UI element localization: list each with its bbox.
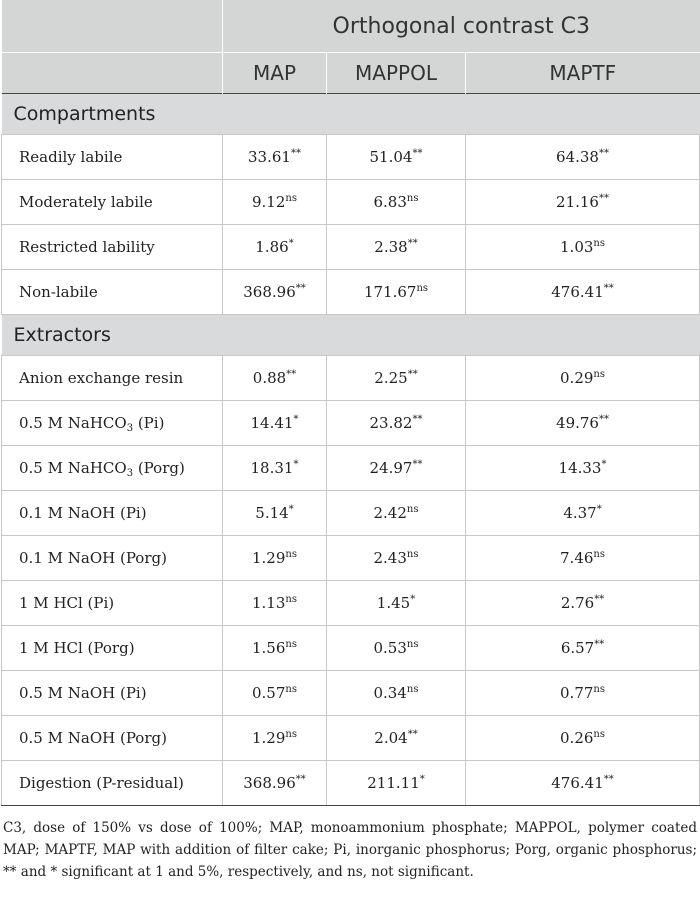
row-label: Moderately labile [2,180,223,225]
value-cell [466,716,700,761]
value-number: 14.41 [250,414,294,432]
significance-mark: * [288,238,294,249]
section-row [2,94,700,135]
value-number: 1.29 [252,729,286,747]
section-title: Extractors [2,315,700,356]
table-body [2,94,700,806]
value-number: 368.96 [243,774,296,792]
value-cell [466,581,700,626]
significance-mark: ns [593,729,605,740]
value-number: 5.14 [255,504,289,522]
value-cell [466,626,700,671]
value-number: 2.42 [373,504,407,522]
value-cell [327,671,466,716]
significance-mark: ns [593,369,605,380]
significance-mark: ** [295,283,306,294]
significance-mark: ** [412,148,423,159]
row-label: 0.5 M NaOH (Pi) [2,671,223,716]
column-header-mappol: MAPPOL [327,53,466,94]
table-row [2,716,700,761]
row-label: 1 M HCl (Pi) [2,581,223,626]
value-number: 1.13 [252,594,286,612]
value-cell [223,581,327,626]
value-cell [466,536,700,581]
value-number: 1.56 [252,639,286,657]
value-number: 18.31 [250,459,294,477]
table-row [2,446,700,491]
row-label: Digestion (P-residual) [2,761,223,806]
significance-mark: ** [407,729,418,740]
table-header [2,0,700,94]
value-cell [223,135,327,180]
row-label-suffix: (Pi) [133,414,165,432]
significance-mark: ** [594,594,605,605]
value-number: 171.67 [363,283,417,301]
value-cell [466,180,700,225]
value-number: 21.16 [556,193,599,211]
value-number: 0.26 [560,729,594,747]
value-cell [327,401,466,446]
data-table [1,0,700,806]
table-row [2,270,700,315]
table-row [2,626,700,671]
value-number: 2.76 [560,594,595,612]
significance-mark: ** [598,148,609,159]
value-cell [327,270,466,315]
table-footnote: C3, dose of 150% vs dose of 100%; MAP, monoammonium phosphate; MAPPOL, polymer coated MAP; MAPTF, MAP with addition of filter cake; Pi, inorganic phosphorus; Porg, organic phosphorus; ** and * significant at 1 and 5%, respectively, and ns, not significant. [3,820,697,880]
table-row [2,491,700,536]
significance-mark: ** [603,774,614,785]
value-number: 51.04 [369,148,413,166]
significance-mark: ns [593,238,605,249]
value-cell [327,356,466,401]
value-number: 2.25 [374,369,408,387]
value-number: 1.86 [255,238,289,256]
value-number: 0.77 [560,684,594,702]
row-label [2,446,223,491]
table-row [2,356,700,401]
value-number: 64.38 [556,148,599,166]
value-number: 2.43 [373,549,407,567]
value-cell [466,270,700,315]
section-row [2,315,700,356]
significance-mark: ** [598,414,609,425]
significance-mark: ** [598,193,609,204]
row-label: 0.1 M NaOH (Pi) [2,491,223,536]
value-number: 0.53 [373,639,407,657]
significance-mark: ns [406,684,419,695]
significance-mark: ns [285,639,297,650]
row-label: Anion exchange resin [2,356,223,401]
value-cell [327,180,466,225]
value-cell [223,716,327,761]
value-number: 6.57 [560,639,595,657]
value-cell [466,761,700,806]
value-number: 14.33 [558,459,602,477]
significance-mark: ns [416,283,429,294]
row-label: 1 M HCl (Porg) [2,626,223,671]
value-cell [327,581,466,626]
row-label-text: 0.5 M NaHCO [19,459,127,477]
significance-mark: ** [412,414,423,425]
significance-mark: ns [285,549,297,560]
significance-mark: * [293,414,299,425]
significance-mark: ns [285,684,297,695]
value-cell [223,491,327,536]
table-row [2,581,700,626]
significance-mark: ns [593,549,605,560]
value-number: 49.76 [556,414,599,432]
value-number: 2.38 [374,238,408,256]
significance-mark: ** [290,148,301,159]
significance-mark: * [293,459,299,470]
row-label-suffix: (Porg) [133,459,185,477]
value-cell [327,761,466,806]
value-cell [223,536,327,581]
value-cell [466,491,700,536]
value-cell [327,716,466,761]
value-cell [466,401,700,446]
row-label [2,401,223,446]
significance-mark: ns [285,594,297,605]
significance-mark: ns [285,193,297,204]
table-row [2,536,700,581]
table-row [2,761,700,806]
value-number: 0.57 [252,684,286,702]
table-row [2,225,700,270]
value-cell [466,671,700,716]
header-corner-sub [2,53,223,94]
group-title: Orthogonal contrast C3 [223,0,700,53]
value-number: 23.82 [369,414,413,432]
value-cell [223,180,327,225]
row-label-subscript: 3 [126,468,134,479]
value-number: 368.96 [243,283,296,301]
significance-mark: ns [285,729,297,740]
value-number: 0.34 [373,684,407,702]
table-row [2,180,700,225]
significance-mark: ns [406,504,419,515]
value-cell [223,225,327,270]
column-header-maptf: MAPTF [466,53,700,94]
row-label: 0.1 M NaOH (Porg) [2,536,223,581]
value-cell [327,626,466,671]
significance-mark: ns [593,684,605,695]
value-cell [223,671,327,716]
value-number: 7.46 [560,549,594,567]
value-cell [466,446,700,491]
significance-mark: ** [603,283,614,294]
value-cell [327,225,466,270]
table-row [2,135,700,180]
value-number: 9.12 [252,193,286,211]
significance-mark: ** [407,369,418,380]
table-row [2,671,700,716]
significance-mark: ns [406,193,419,204]
value-number: 1.29 [252,549,286,567]
row-label-text: 0.5 M NaHCO [19,414,127,432]
value-cell [223,270,327,315]
column-header-map: MAP [223,53,327,94]
value-cell [223,761,327,806]
row-label: Restricted lability [2,225,223,270]
value-cell [223,446,327,491]
value-cell [223,401,327,446]
value-number: 1.03 [560,238,594,256]
value-number: 33.61 [248,148,291,166]
row-label-subscript: 3 [126,423,134,434]
significance-mark: ** [295,774,306,785]
table-row [2,401,700,446]
significance-mark: ** [594,639,605,650]
value-number: 6.83 [373,193,407,211]
value-cell [223,356,327,401]
value-cell [466,356,700,401]
value-cell [327,446,466,491]
value-cell [466,135,700,180]
value-cell [327,536,466,581]
value-number: 2.04 [374,729,408,747]
significance-mark: * [596,504,602,515]
value-cell [327,491,466,536]
value-number: 0.88 [252,369,287,387]
value-number: 211.11 [367,774,420,792]
significance-mark: * [288,504,294,515]
significance-mark: ** [286,369,297,380]
value-number: 476.41 [551,774,604,792]
value-cell [223,626,327,671]
significance-mark: ** [412,459,423,470]
row-label: Non-labile [2,270,223,315]
row-label: Readily labile [2,135,223,180]
value-number: 476.41 [551,283,604,301]
significance-mark: * [419,774,425,785]
significance-mark: * [410,594,416,605]
value-cell [327,135,466,180]
value-number: 24.97 [369,459,413,477]
header-corner [2,0,223,53]
value-number: 4.37 [563,504,597,522]
value-number: 1.45 [376,594,411,612]
significance-mark: ** [407,238,418,249]
row-label: 0.5 M NaOH (Porg) [2,716,223,761]
significance-mark: * [601,459,607,470]
significance-mark: ns [406,639,419,650]
value-cell [466,225,700,270]
value-number: 0.29 [560,369,594,387]
section-title: Compartments [2,94,700,135]
significance-mark: ns [406,549,419,560]
